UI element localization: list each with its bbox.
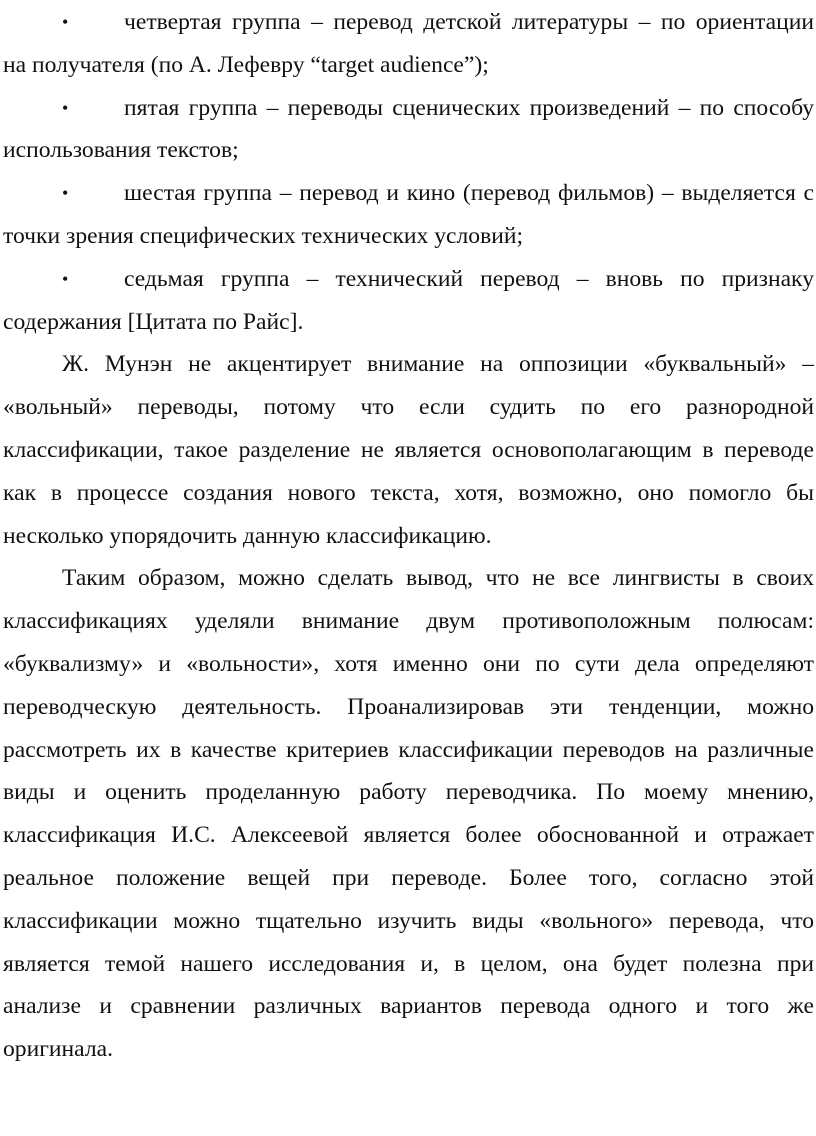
line-text: классификации, такое разделение не является основополагающим в переводе bbox=[3, 436, 814, 463]
line-text: оригинала. bbox=[3, 1036, 113, 1063]
line-text: анализе и сравнении различных вариантов перевода одного и того же bbox=[3, 993, 814, 1020]
line-text: «буквализму» и «вольности», хотя именно они по сути дела определяют bbox=[3, 650, 814, 677]
line-text: несколько упорядочить данную классификацию. bbox=[3, 522, 492, 549]
text-line bbox=[3, 943, 814, 986]
line-text: классификации можно тщательно изучить виды «вольного» перевода, что bbox=[3, 907, 814, 934]
line-text: Таким образом, можно сделать вывод, что не все лингвисты в своих bbox=[62, 565, 814, 592]
text-line bbox=[3, 44, 814, 87]
text-line bbox=[3, 215, 814, 258]
text-line bbox=[3, 900, 814, 943]
bullet-list-item bbox=[3, 87, 814, 130]
bullet-icon: • bbox=[62, 12, 69, 32]
line-text: содержания [Цитата по Райс]. bbox=[3, 308, 304, 335]
line-text: переводческую деятельность. Проанализировав эти тенденции, можно bbox=[3, 693, 814, 720]
bullet-icon: • bbox=[62, 97, 69, 118]
text-line bbox=[3, 515, 814, 558]
text-line bbox=[3, 301, 814, 344]
line-text: классификация И.С. Алексеевой является более обоснованной и отражает bbox=[3, 822, 814, 849]
text-line bbox=[3, 771, 814, 814]
text-line bbox=[3, 1028, 814, 1071]
line-text: использования текстов; bbox=[3, 137, 239, 164]
text-line bbox=[3, 643, 814, 686]
bullet-list-item bbox=[3, 258, 814, 301]
text-line bbox=[3, 600, 814, 643]
line-text: Ж. Мунэн не акцентирует внимание на оппозиции «буквальный» – bbox=[62, 351, 814, 378]
line-text: шестая группа – перевод и кино (перевод фильмов) – выделяется с bbox=[124, 180, 814, 207]
bullet-list-item bbox=[3, 1, 814, 44]
bullet-list-item bbox=[3, 172, 814, 215]
text-line bbox=[3, 557, 814, 600]
line-text: является темой нашего исследования и, в целом, она будет полезна при bbox=[3, 950, 814, 977]
text-line bbox=[3, 729, 814, 772]
bullet-icon: • bbox=[62, 268, 69, 289]
line-text: четвертая группа – перевод детской литературы – по ориентации bbox=[124, 9, 814, 35]
text-line bbox=[3, 686, 814, 729]
text-line bbox=[3, 985, 814, 1028]
line-text: «вольный» переводы, потому что если судить по его разнородной bbox=[3, 394, 814, 421]
text-line bbox=[3, 472, 814, 515]
document-page bbox=[3, 1, 814, 1071]
text-line bbox=[3, 386, 814, 429]
line-text: реальное положение вещей при переводе. Более того, согласно этой bbox=[3, 864, 814, 891]
text-line bbox=[3, 429, 814, 472]
line-text: пятая группа – переводы сценических произведений – по способу bbox=[124, 94, 814, 121]
line-text: как в процессе создания нового текста, хотя, возможно, оно помогло бы bbox=[3, 479, 814, 506]
text-line bbox=[3, 129, 814, 172]
text-line bbox=[3, 857, 814, 900]
text-line bbox=[3, 814, 814, 857]
line-text: классификациях уделяли внимание двум противоположным полюсам: bbox=[3, 608, 814, 635]
line-text: на получателя (по А. Лефевру “target audience”); bbox=[3, 51, 489, 78]
text-line bbox=[3, 343, 814, 386]
line-text: рассмотреть их в качестве критериев классификации переводов на различные bbox=[3, 736, 814, 763]
line-text: виды и оценить проделанную работу переводчика. По моему мнению, bbox=[3, 779, 814, 806]
line-text: точки зрения специфических технических условий; bbox=[3, 222, 524, 249]
line-text: седьмая группа – технический перевод – вновь по признаку bbox=[124, 265, 814, 292]
bullet-icon: • bbox=[62, 183, 69, 204]
